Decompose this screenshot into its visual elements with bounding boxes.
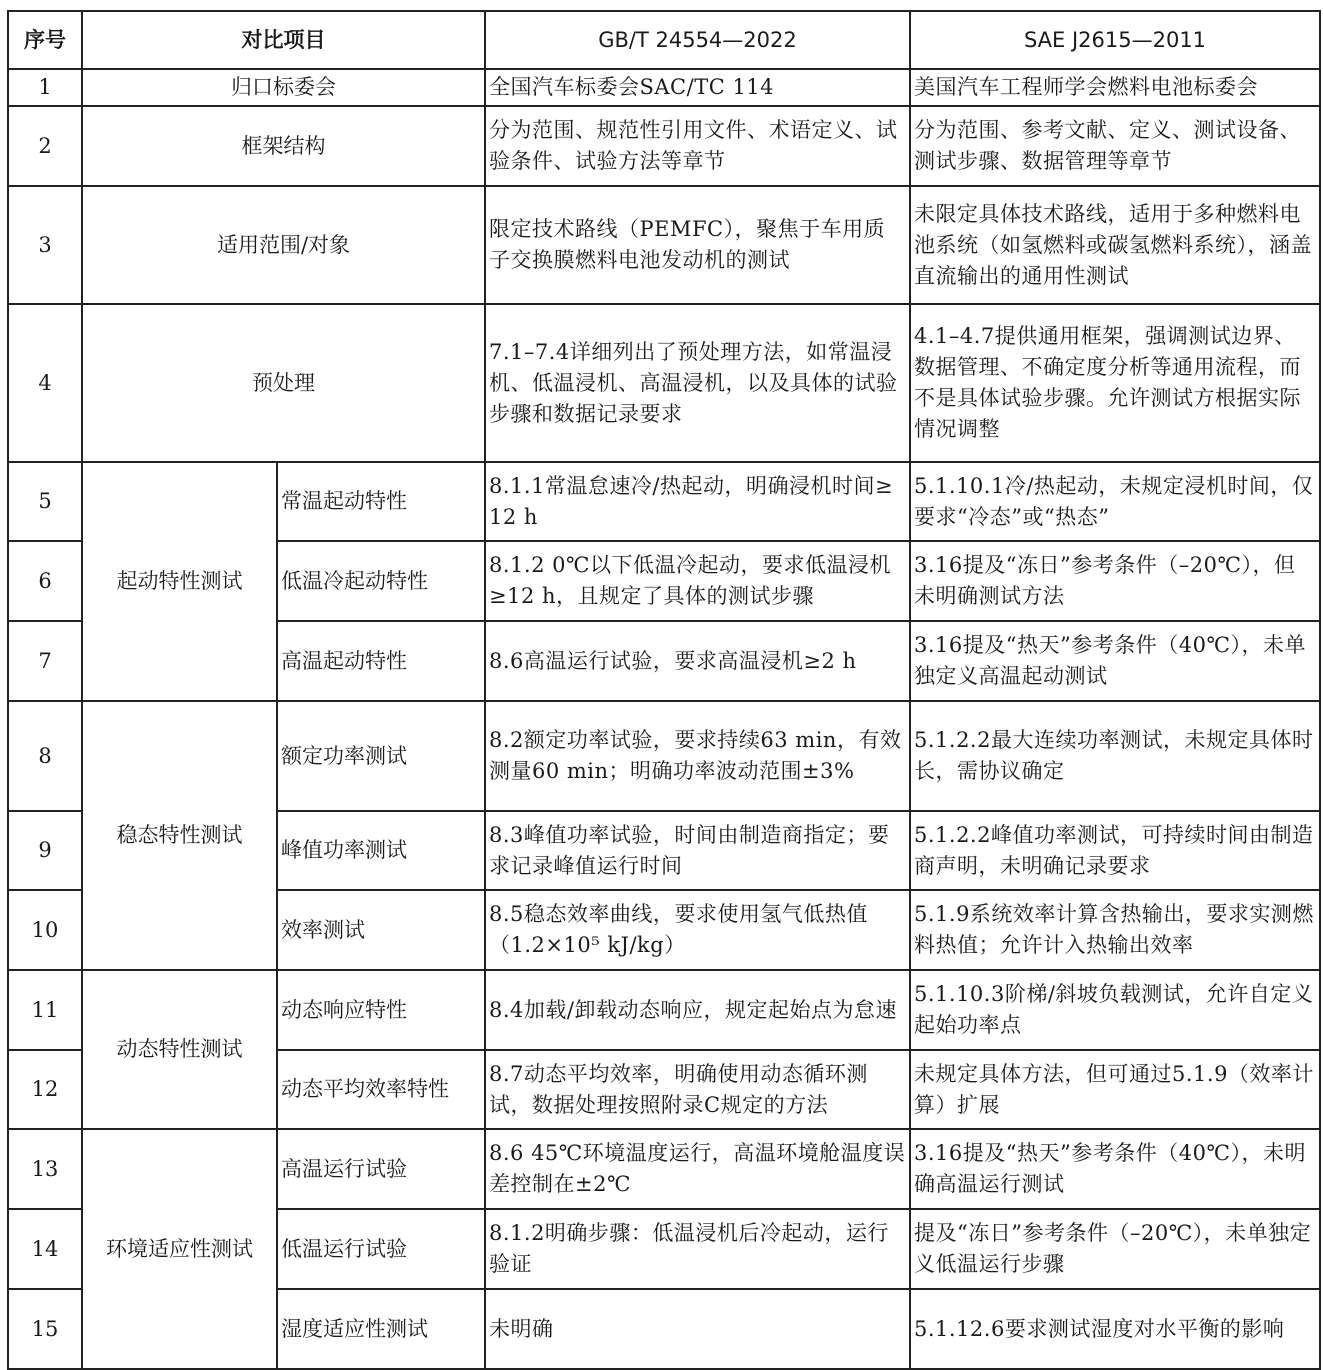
table-row [8, 69, 1320, 106]
row-no: 8 [8, 701, 82, 811]
gbt-cell: 8.1.1常温怠速冷/热起动，明确浸机时间≥12 h [485, 462, 910, 541]
group-startup: 起动特性测试 [82, 462, 277, 701]
gbt-cell: 8.6 45℃环境温度运行，高温环境舱温度误差控制在±2℃ [485, 1129, 910, 1209]
sae-cell: 5.1.2.2最大连续功率测试，未规定具体时长，需协议确定 [910, 701, 1320, 811]
sae-cell: 5.1.10.1冷/热起动，未规定浸机时间，仅要求“冷态”或“热态” [910, 462, 1320, 541]
header-item: 对比项目 [82, 11, 485, 69]
gbt-cell: 8.5稳态效率曲线，要求使用氢气低热值（1.2×10⁵ kJ/kg） [485, 890, 910, 970]
sae-cell: 提及“冻日”参考条件（–20℃），未单独定义低温运行步骤 [910, 1209, 1320, 1289]
gbt-cell: 8.6高温运行试验，要求高温浸机≥2 h [485, 621, 910, 701]
group-environment: 环境适应性测试 [82, 1129, 277, 1369]
gbt-cell: 8.1.2明确步骤：低温浸机后冷起动，运行验证 [485, 1209, 910, 1289]
gbt-cell: 7.1–7.4详细列出了预处理方法，如常温浸机、低温浸机、高温浸机，以及具体的试验步骤和数据记录要求 [485, 304, 910, 462]
row-sub-item: 高温起动特性 [277, 621, 485, 701]
sae-cell: 未限定具体技术路线，适用于多种燃料电池系统（如氢燃料或碳氢燃料系统），涵盖直流输出的通用性测试 [910, 186, 1320, 304]
sae-cell: 3.16提及“热天”参考条件（40℃），未明确高温运行测试 [910, 1129, 1320, 1209]
sae-cell: 5.1.9系统效率计算含热输出，要求实测燃料热值；允许计入热输出效率 [910, 890, 1320, 970]
row-item: 归口标委会 [82, 69, 485, 106]
row-sub-item: 动态响应特性 [277, 970, 485, 1050]
table-row [8, 106, 1320, 186]
row-sub-item: 峰值功率测试 [277, 811, 485, 890]
row-no: 2 [8, 106, 82, 186]
row-no: 12 [8, 1050, 82, 1129]
row-sub-item: 常温起动特性 [277, 462, 485, 541]
gbt-cell: 未明确 [485, 1289, 910, 1369]
row-no: 4 [8, 304, 82, 462]
row-no: 15 [8, 1289, 82, 1369]
header-sae: SAE J2615—2011 [910, 11, 1320, 69]
sae-cell: 5.1.12.6要求测试湿度对水平衡的影响 [910, 1289, 1320, 1369]
gbt-cell: 8.4加载/卸载动态响应，规定起始点为怠速 [485, 970, 910, 1050]
gbt-cell: 全国汽车标委会SAC/TC 114 [485, 69, 910, 106]
comparison-table [7, 10, 1321, 1370]
gbt-cell: 8.7动态平均效率，明确使用动态循环测试，数据处理按照附录C规定的方法 [485, 1050, 910, 1129]
row-sub-item: 高温运行试验 [277, 1129, 485, 1209]
sae-cell: 3.16提及“冻日”参考条件（–20℃），但未明确测试方法 [910, 541, 1320, 621]
row-no: 3 [8, 186, 82, 304]
row-no: 7 [8, 621, 82, 701]
group-steady-state: 稳态特性测试 [82, 701, 277, 970]
table-row [8, 970, 1320, 1050]
sae-cell: 5.1.10.3阶梯/斜坡负载测试，允许自定义起始功率点 [910, 970, 1320, 1050]
gbt-cell: 分为范围、规范性引用文件、术语定义、试验条件、试验方法等章节 [485, 106, 910, 186]
sae-cell: 未规定具体方法，但可通过5.1.9（效率计算）扩展 [910, 1050, 1320, 1129]
row-sub-item: 低温冷起动特性 [277, 541, 485, 621]
header-no: 序号 [8, 11, 82, 69]
row-no: 5 [8, 462, 82, 541]
row-sub-item: 低温运行试验 [277, 1209, 485, 1289]
row-sub-item: 动态平均效率特性 [277, 1050, 485, 1129]
row-no: 1 [8, 69, 82, 106]
gbt-cell: 限定技术路线（PEMFC），聚焦于车用质子交换膜燃料电池发动机的测试 [485, 186, 910, 304]
sae-cell: 美国汽车工程师学会燃料电池标委会 [910, 69, 1320, 106]
gbt-cell: 8.2额定功率试验，要求持续63 min，有效测量60 min；明确功率波动范围±3% [485, 701, 910, 811]
gbt-cell: 8.1.2 0℃以下低温冷起动，要求低温浸机≥12 h，且规定了具体的测试步骤 [485, 541, 910, 621]
sae-cell: 5.1.2.2峰值功率测试，可持续时间由制造商声明，未明确记录要求 [910, 811, 1320, 890]
gbt-cell: 8.3峰值功率试验，时间由制造商指定；要求记录峰值运行时间 [485, 811, 910, 890]
row-no: 6 [8, 541, 82, 621]
table-row [8, 462, 1320, 541]
row-no: 14 [8, 1209, 82, 1289]
table-row [8, 701, 1320, 811]
sae-cell: 分为范围、参考文献、定义、测试设备、测试步骤、数据管理等章节 [910, 106, 1320, 186]
table-row [8, 304, 1320, 462]
row-no: 13 [8, 1129, 82, 1209]
header-row [8, 11, 1320, 69]
table-row [8, 1129, 1320, 1209]
row-item: 预处理 [82, 304, 485, 462]
header-gbt: GB/T 24554—2022 [485, 11, 910, 69]
row-no: 10 [8, 890, 82, 970]
sae-cell: 4.1–4.7提供通用框架，强调测试边界、数据管理、不确定度分析等通用流程，而不是具体试验步骤。允许测试方根据实际情况调整 [910, 304, 1320, 462]
sae-cell: 3.16提及“热天”参考条件（40℃），未单独定义高温起动测试 [910, 621, 1320, 701]
row-item: 适用范围/对象 [82, 186, 485, 304]
group-dynamic: 动态特性测试 [82, 970, 277, 1129]
row-no: 9 [8, 811, 82, 890]
row-sub-item: 湿度适应性测试 [277, 1289, 485, 1369]
row-sub-item: 额定功率测试 [277, 701, 485, 811]
row-no: 11 [8, 970, 82, 1050]
row-item: 框架结构 [82, 106, 485, 186]
table-row [8, 186, 1320, 304]
row-sub-item: 效率测试 [277, 890, 485, 970]
